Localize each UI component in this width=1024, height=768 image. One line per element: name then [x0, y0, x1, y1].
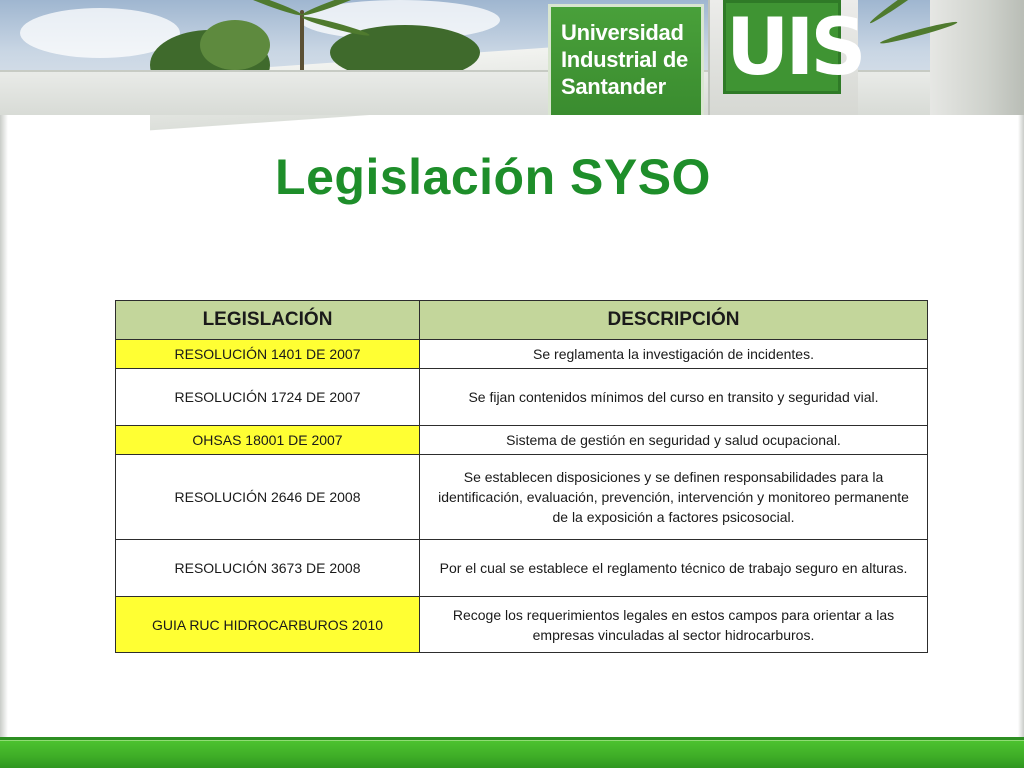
- sign-line: Santander: [561, 74, 666, 99]
- sign-line: Universidad: [561, 20, 684, 45]
- table-row: [116, 340, 928, 369]
- header-banner: [0, 0, 1024, 115]
- page-title: Legislación SYSO: [275, 149, 711, 205]
- table-row: [116, 369, 928, 426]
- footer-bar: [0, 740, 1024, 768]
- column-header-legislation: LEGISLACIÓN: [116, 301, 420, 340]
- legislation-table: [115, 300, 927, 653]
- building-pillar: [930, 0, 1024, 115]
- legislation-cell: OHSAS 18001 DE 2007: [116, 426, 420, 455]
- uis-logo: UIS: [723, 0, 841, 94]
- palm-frond: [235, 0, 303, 18]
- slide-edge-right: [1018, 115, 1024, 740]
- description-cell: Recoge los requerimientos legales en estos campos para orientar a las empresas vinculadas al sector hidrocarburos.: [420, 597, 928, 653]
- table-row: [116, 455, 928, 540]
- tree-shape: [200, 20, 270, 70]
- legislation-cell: RESOLUCIÓN 1724 DE 2007: [116, 369, 420, 426]
- university-sign: [548, 4, 704, 115]
- building-base: [0, 70, 1024, 115]
- description-cell: Se establecen disposiciones y se definen responsabilidades para la identificación, evaluación, prevención, intervención y monitoreo permanente de la exposición a factores psicosocial.: [420, 455, 928, 540]
- table-row: [116, 426, 928, 455]
- column-header-description: DESCRIPCIÓN: [420, 301, 928, 340]
- table-row: [116, 540, 928, 597]
- legislation-cell: RESOLUCIÓN 1401 DE 2007: [116, 340, 420, 369]
- description-cell: Sistema de gestión en seguridad y salud ocupacional.: [420, 426, 928, 455]
- description-cell: Se fijan contenidos mínimos del curso en transito y seguridad vial.: [420, 369, 928, 426]
- table-header-row: [116, 301, 928, 340]
- sign-line: Industrial de: [561, 47, 688, 72]
- description-cell: Por el cual se establece el reglamento técnico de trabajo seguro en alturas.: [420, 540, 928, 597]
- description-cell: Se reglamenta la investigación de incidentes.: [420, 340, 928, 369]
- legislation-cell: GUIA RUC HIDROCARBUROS 2010: [116, 597, 420, 653]
- slide-edge-left: [0, 115, 8, 740]
- table-row: [116, 597, 928, 653]
- legislation-cell: RESOLUCIÓN 3673 DE 2008: [116, 540, 420, 597]
- legislation-cell: RESOLUCIÓN 2646 DE 2008: [116, 455, 420, 540]
